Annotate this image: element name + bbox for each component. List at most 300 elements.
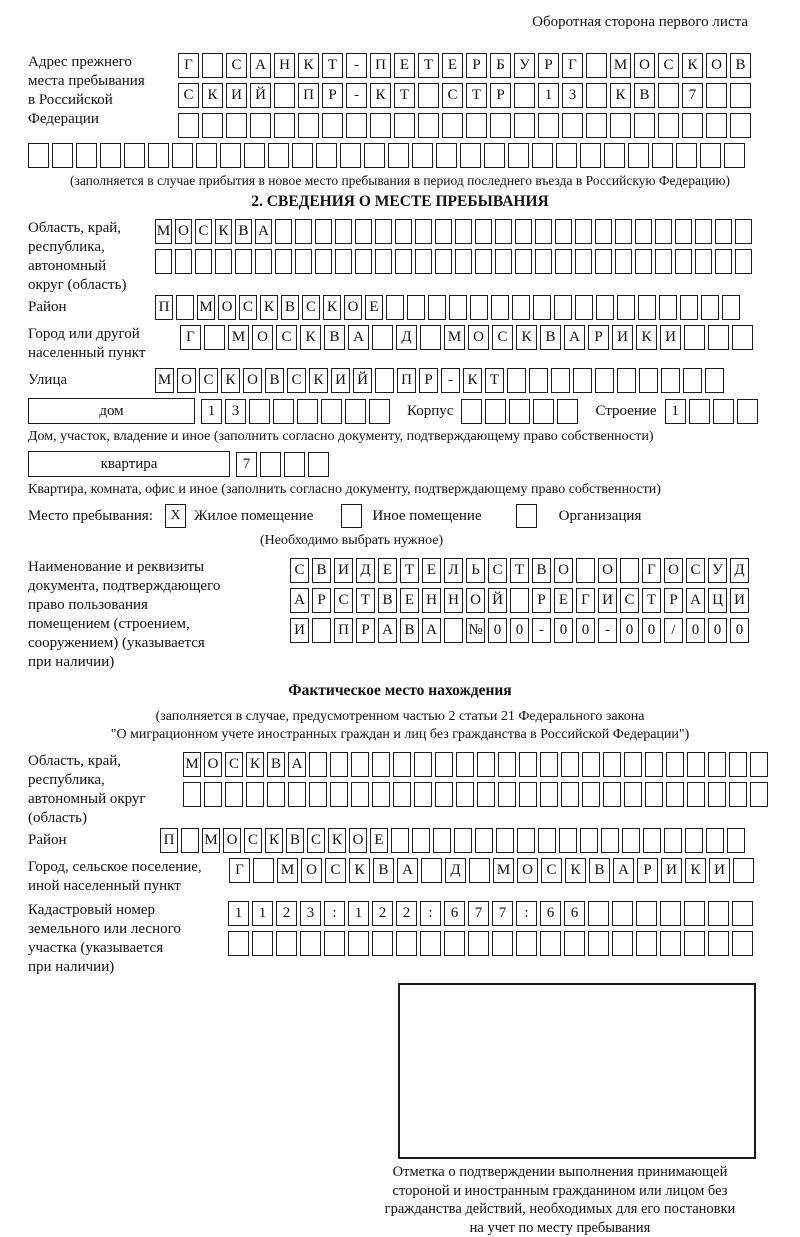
char-row bbox=[183, 752, 771, 777]
char-cell bbox=[575, 219, 592, 244]
char-cell: К bbox=[300, 325, 321, 350]
char-cell bbox=[351, 752, 369, 777]
label-line: округ (область) bbox=[28, 276, 155, 295]
stay-type-note: (Необходимо выбрать нужное) bbox=[260, 531, 772, 550]
char-cell bbox=[485, 399, 506, 424]
char-cell bbox=[395, 219, 412, 244]
char-cell bbox=[395, 249, 412, 274]
char-cell: 1 bbox=[228, 901, 249, 926]
char-cell bbox=[727, 828, 745, 853]
char-cell: С bbox=[195, 219, 212, 244]
actual-district-block bbox=[28, 828, 772, 853]
char-cell bbox=[274, 113, 295, 138]
char-cell: С bbox=[287, 368, 306, 393]
char-cell bbox=[375, 219, 392, 244]
label-line: Город или другой bbox=[28, 325, 180, 344]
char-cell bbox=[687, 752, 705, 777]
char-cell bbox=[532, 143, 553, 168]
char-cell: Г bbox=[562, 53, 583, 78]
label-line: при наличии) bbox=[28, 653, 290, 672]
char-cell: С bbox=[686, 558, 705, 583]
label-line: Область, край, bbox=[28, 219, 155, 238]
char-cell bbox=[284, 452, 305, 477]
char-cell bbox=[28, 143, 49, 168]
char-cell: Е bbox=[422, 558, 441, 583]
stamp-area bbox=[28, 983, 772, 1237]
label-line: документа, подтверждающего bbox=[28, 577, 290, 596]
char-cell bbox=[684, 325, 705, 350]
caption-line: на учет по месту пребывания bbox=[364, 1219, 756, 1237]
char-cell: С bbox=[178, 83, 199, 108]
char-cell bbox=[695, 249, 712, 274]
char-cell bbox=[388, 143, 409, 168]
label-line: при наличии) bbox=[28, 958, 228, 977]
actual-location-caption bbox=[28, 708, 772, 744]
char-cell: 7 bbox=[682, 83, 703, 108]
char-cell bbox=[661, 368, 680, 393]
char-cell bbox=[351, 782, 369, 807]
char-cell: М bbox=[610, 53, 631, 78]
caption-line: (заполняется в случае, предусмотренном частью 2 статьи 21 Федерального закона bbox=[28, 708, 772, 726]
char-cell bbox=[414, 752, 432, 777]
char-cell bbox=[435, 249, 452, 274]
char-cell bbox=[435, 752, 453, 777]
char-cell: 0 bbox=[708, 618, 727, 643]
char-cell: : bbox=[420, 901, 441, 926]
char-cell bbox=[454, 828, 472, 853]
char-cell bbox=[215, 249, 232, 274]
char-cell: О bbox=[175, 219, 192, 244]
apartment-caption: Квартира, комната, офис и иное (заполнить согласно документу, подтверждающему право собственности) bbox=[28, 482, 772, 498]
checkbox-other-premises bbox=[341, 504, 362, 528]
char-cell: А bbox=[564, 325, 585, 350]
char-cell bbox=[412, 143, 433, 168]
char-cell bbox=[421, 858, 442, 883]
char-cell: В bbox=[400, 618, 419, 643]
char-cell bbox=[685, 828, 703, 853]
char-cell: Д bbox=[445, 858, 466, 883]
label-line: Наименование и реквизиты bbox=[28, 558, 290, 577]
char-cell: Р bbox=[532, 588, 551, 613]
char-cell bbox=[586, 113, 607, 138]
char-cell: М bbox=[444, 325, 465, 350]
char-cell: О bbox=[517, 858, 538, 883]
char-cell: И bbox=[709, 858, 730, 883]
caption-line: стороной и иностранным гражданином или лицом без bbox=[364, 1182, 756, 1201]
char-cell: И bbox=[226, 83, 247, 108]
char-cell bbox=[449, 295, 467, 320]
char-cell: 0 bbox=[642, 618, 661, 643]
char-cell bbox=[274, 83, 295, 108]
char-cell: С bbox=[276, 325, 297, 350]
char-cell: О bbox=[204, 752, 222, 777]
char-cell bbox=[355, 219, 372, 244]
stay-type-row bbox=[28, 504, 772, 528]
char-cell bbox=[295, 219, 312, 244]
char-row bbox=[236, 452, 332, 477]
char-cell bbox=[469, 858, 490, 883]
char-cell bbox=[533, 399, 554, 424]
label-line: в Российской bbox=[28, 91, 178, 110]
char-cell: Е bbox=[554, 588, 573, 613]
char-cell bbox=[639, 368, 658, 393]
char-cell bbox=[322, 113, 343, 138]
char-cell bbox=[292, 143, 313, 168]
char-cell: В bbox=[235, 219, 252, 244]
char-cell: С bbox=[307, 828, 325, 853]
char-row bbox=[180, 325, 756, 350]
checkbox-organization bbox=[516, 504, 537, 528]
char-cell: 0 bbox=[730, 618, 749, 643]
char-cell bbox=[255, 249, 272, 274]
char-cell: К bbox=[265, 828, 283, 853]
char-cell: В bbox=[324, 325, 345, 350]
char-cell bbox=[555, 219, 572, 244]
char-cell: С bbox=[199, 368, 218, 393]
char-cell bbox=[682, 113, 703, 138]
char-cell: 0 bbox=[686, 618, 705, 643]
char-cell bbox=[316, 143, 337, 168]
caption-line: "О миграционном учете иностранных граждан и лиц без гражданства в Российской Федерации") bbox=[28, 726, 772, 744]
char-cell: 2 bbox=[372, 901, 393, 926]
region-label bbox=[28, 219, 155, 295]
char-cell: К bbox=[323, 295, 341, 320]
char-cell: Й bbox=[353, 368, 372, 393]
char-cell bbox=[391, 828, 409, 853]
label-line: автономный округ bbox=[28, 790, 183, 809]
char-cell bbox=[666, 752, 684, 777]
char-cell bbox=[604, 143, 625, 168]
char-cell: Р bbox=[538, 53, 559, 78]
char-cell: 2 bbox=[396, 901, 417, 926]
char-cell bbox=[275, 219, 292, 244]
char-cell bbox=[435, 219, 452, 244]
char-cell bbox=[658, 83, 679, 108]
char-cell bbox=[562, 113, 583, 138]
char-cell bbox=[684, 901, 705, 926]
char-cell: А bbox=[290, 588, 309, 613]
char-cell: - bbox=[346, 83, 367, 108]
char-cell bbox=[582, 782, 600, 807]
char-cell bbox=[655, 249, 672, 274]
char-cell bbox=[202, 113, 223, 138]
char-cell: К bbox=[260, 295, 278, 320]
char-cell bbox=[202, 53, 223, 78]
house-row bbox=[28, 398, 772, 424]
label-line: право пользования bbox=[28, 596, 290, 615]
char-cell: О bbox=[243, 368, 262, 393]
cadastral-block bbox=[28, 901, 772, 977]
char-cell bbox=[514, 113, 535, 138]
char-cell: И bbox=[612, 325, 633, 350]
char-cell: К bbox=[349, 858, 370, 883]
apartment-type-box: квартира bbox=[28, 451, 230, 477]
char-cell bbox=[124, 143, 145, 168]
char-cell bbox=[514, 83, 535, 108]
house-caption: Дом, участок, владение и иное (заполнить согласно документу, подтверждающему право собственности) bbox=[28, 429, 772, 445]
char-cell: Р bbox=[312, 588, 331, 613]
char-cell bbox=[76, 143, 97, 168]
char-cell bbox=[394, 113, 415, 138]
char-cell bbox=[491, 295, 509, 320]
char-cell: А bbox=[686, 588, 705, 613]
char-cell: К bbox=[682, 53, 703, 78]
confirmation-stamp-box bbox=[398, 983, 756, 1159]
char-cell bbox=[412, 828, 430, 853]
char-cell: О bbox=[218, 295, 236, 320]
char-cell: В bbox=[267, 752, 285, 777]
char-cell bbox=[288, 782, 306, 807]
char-cell bbox=[555, 249, 572, 274]
char-cell bbox=[635, 219, 652, 244]
char-cell bbox=[252, 931, 273, 956]
char-cell: Д bbox=[730, 558, 749, 583]
cadastral-label bbox=[28, 901, 228, 977]
char-cell bbox=[369, 399, 390, 424]
char-cell bbox=[508, 143, 529, 168]
char-row bbox=[665, 399, 761, 424]
char-cell bbox=[516, 931, 537, 956]
char-cell bbox=[540, 752, 558, 777]
char-cell: К bbox=[298, 53, 319, 78]
actual-region-label bbox=[28, 752, 183, 828]
char-cell bbox=[684, 931, 705, 956]
char-cell: С bbox=[239, 295, 257, 320]
char-cell bbox=[595, 249, 612, 274]
char-cell: О bbox=[634, 53, 655, 78]
char-cell: Р bbox=[322, 83, 343, 108]
char-cell bbox=[706, 83, 727, 108]
char-cell bbox=[204, 325, 225, 350]
char-cell bbox=[680, 295, 698, 320]
char-cell bbox=[267, 782, 285, 807]
char-row bbox=[160, 828, 748, 853]
char-cell bbox=[575, 295, 593, 320]
char-cell bbox=[444, 618, 463, 643]
char-cell: 3 bbox=[562, 83, 583, 108]
char-cell: 0 bbox=[510, 618, 529, 643]
char-cell bbox=[722, 295, 740, 320]
char-cell bbox=[533, 295, 551, 320]
char-cell: О bbox=[706, 53, 727, 78]
char-cell bbox=[601, 828, 619, 853]
char-cell bbox=[535, 249, 552, 274]
char-cell bbox=[620, 558, 639, 583]
char-cell bbox=[540, 782, 558, 807]
char-cell bbox=[561, 752, 579, 777]
char-cell bbox=[636, 901, 657, 926]
char-row bbox=[183, 782, 771, 807]
char-cell: 7 bbox=[468, 901, 489, 926]
char-cell: - bbox=[598, 618, 617, 643]
doc-label bbox=[28, 558, 290, 672]
label-line: Область, край, bbox=[28, 752, 183, 771]
char-cell: К bbox=[685, 858, 706, 883]
char-cell bbox=[582, 752, 600, 777]
char-cell bbox=[466, 113, 487, 138]
label-line: иной населенный пункт bbox=[28, 877, 229, 896]
char-cell bbox=[495, 249, 512, 274]
char-cell bbox=[308, 452, 329, 477]
char-cell bbox=[750, 782, 768, 807]
char-cell: В bbox=[540, 325, 561, 350]
char-cell bbox=[393, 782, 411, 807]
char-cell bbox=[652, 143, 673, 168]
char-cell bbox=[386, 295, 404, 320]
char-cell: Т bbox=[642, 588, 661, 613]
char-cell bbox=[355, 249, 372, 274]
char-cell bbox=[645, 752, 663, 777]
char-cell: К bbox=[202, 83, 223, 108]
char-cell: Р bbox=[637, 858, 658, 883]
char-cell bbox=[456, 782, 474, 807]
char-cell: Й bbox=[250, 83, 271, 108]
char-row bbox=[290, 558, 752, 583]
char-cell: - bbox=[532, 618, 551, 643]
char-cell bbox=[249, 399, 270, 424]
char-cell bbox=[346, 113, 367, 138]
char-cell bbox=[415, 219, 432, 244]
char-cell bbox=[370, 113, 391, 138]
label-line: земельного или лесного bbox=[28, 920, 228, 939]
char-cell: И bbox=[730, 588, 749, 613]
char-cell bbox=[732, 901, 753, 926]
char-cell: 2 bbox=[276, 901, 297, 926]
char-cell bbox=[484, 143, 505, 168]
char-cell bbox=[628, 143, 649, 168]
char-cell: В bbox=[589, 858, 610, 883]
char-cell: 1 bbox=[252, 901, 273, 926]
char-cell: С bbox=[290, 558, 309, 583]
char-cell bbox=[309, 752, 327, 777]
char-cell: В bbox=[532, 558, 551, 583]
char-cell bbox=[455, 219, 472, 244]
char-cell: П bbox=[298, 83, 319, 108]
char-cell: П bbox=[334, 618, 353, 643]
char-cell: 6 bbox=[444, 901, 465, 926]
char-cell bbox=[477, 752, 495, 777]
char-row bbox=[178, 113, 754, 138]
char-cell bbox=[420, 325, 441, 350]
char-cell bbox=[595, 219, 612, 244]
char-cell: К bbox=[610, 83, 631, 108]
char-cell bbox=[580, 828, 598, 853]
char-cell bbox=[372, 782, 390, 807]
char-cell: П bbox=[397, 368, 416, 393]
char-cell: М bbox=[493, 858, 514, 883]
char-cell: В bbox=[312, 558, 331, 583]
char-cell: Н bbox=[444, 588, 463, 613]
char-cell bbox=[586, 83, 607, 108]
label-line: места пребывания bbox=[28, 72, 178, 91]
char-cell: П bbox=[370, 53, 391, 78]
char-cell bbox=[375, 249, 392, 274]
char-cell: Р bbox=[490, 83, 511, 108]
actual-district-label: Район bbox=[28, 828, 160, 853]
char-cell: Р bbox=[588, 325, 609, 350]
char-row bbox=[155, 368, 727, 393]
char-cell bbox=[519, 752, 537, 777]
char-cell: Т bbox=[485, 368, 504, 393]
char-cell bbox=[708, 782, 726, 807]
char-cell bbox=[596, 295, 614, 320]
char-cell: И bbox=[660, 325, 681, 350]
char-cell bbox=[204, 782, 222, 807]
district-label: Район bbox=[28, 295, 155, 320]
char-cell bbox=[244, 143, 265, 168]
char-cell: О bbox=[223, 828, 241, 853]
char-cell bbox=[475, 828, 493, 853]
char-cell: Р bbox=[466, 53, 487, 78]
char-cell bbox=[309, 782, 327, 807]
char-cell: Л bbox=[444, 558, 463, 583]
char-cell bbox=[498, 752, 516, 777]
char-cell: С bbox=[492, 325, 513, 350]
char-cell bbox=[183, 782, 201, 807]
char-cell bbox=[554, 295, 572, 320]
char-cell: К bbox=[463, 368, 482, 393]
char-cell bbox=[433, 828, 451, 853]
char-cell bbox=[460, 143, 481, 168]
char-cell bbox=[603, 752, 621, 777]
char-cell: К bbox=[565, 858, 586, 883]
char-cell bbox=[226, 113, 247, 138]
char-cell bbox=[312, 618, 331, 643]
house-type-box: дом bbox=[28, 398, 195, 424]
char-cell bbox=[612, 901, 633, 926]
char-cell: Г bbox=[178, 53, 199, 78]
char-cell: А bbox=[378, 618, 397, 643]
char-cell bbox=[509, 399, 530, 424]
char-cell: О bbox=[349, 828, 367, 853]
char-cell bbox=[220, 143, 241, 168]
char-cell bbox=[700, 143, 721, 168]
char-cell bbox=[455, 249, 472, 274]
char-cell bbox=[295, 249, 312, 274]
char-cell bbox=[246, 782, 264, 807]
actual-region-block bbox=[28, 752, 772, 828]
char-cell: : bbox=[516, 901, 537, 926]
char-cell bbox=[435, 782, 453, 807]
char-cell bbox=[461, 399, 482, 424]
label-line: республика, bbox=[28, 238, 155, 257]
label-line: участка (указывается bbox=[28, 939, 228, 958]
korpus-label: Корпус bbox=[407, 398, 453, 424]
char-cell: 3 bbox=[300, 901, 321, 926]
char-cell bbox=[396, 931, 417, 956]
char-cell: М bbox=[277, 858, 298, 883]
char-cell bbox=[268, 143, 289, 168]
char-cell bbox=[470, 295, 488, 320]
char-cell: В bbox=[378, 588, 397, 613]
char-cell bbox=[664, 828, 682, 853]
char-cell: С bbox=[620, 588, 639, 613]
char-cell bbox=[724, 143, 745, 168]
prev-address-label bbox=[28, 53, 178, 129]
label-line: сооружением) (указывается bbox=[28, 634, 290, 653]
char-cell bbox=[235, 249, 252, 274]
char-cell bbox=[586, 53, 607, 78]
char-cell bbox=[475, 219, 492, 244]
char-cell bbox=[155, 249, 172, 274]
char-cell bbox=[275, 249, 292, 274]
char-cell: Д bbox=[356, 558, 375, 583]
char-cell: Е bbox=[370, 828, 388, 853]
char-cell bbox=[468, 931, 489, 956]
district-block bbox=[28, 295, 772, 320]
char-cell bbox=[340, 143, 361, 168]
char-cell: 0 bbox=[488, 618, 507, 643]
